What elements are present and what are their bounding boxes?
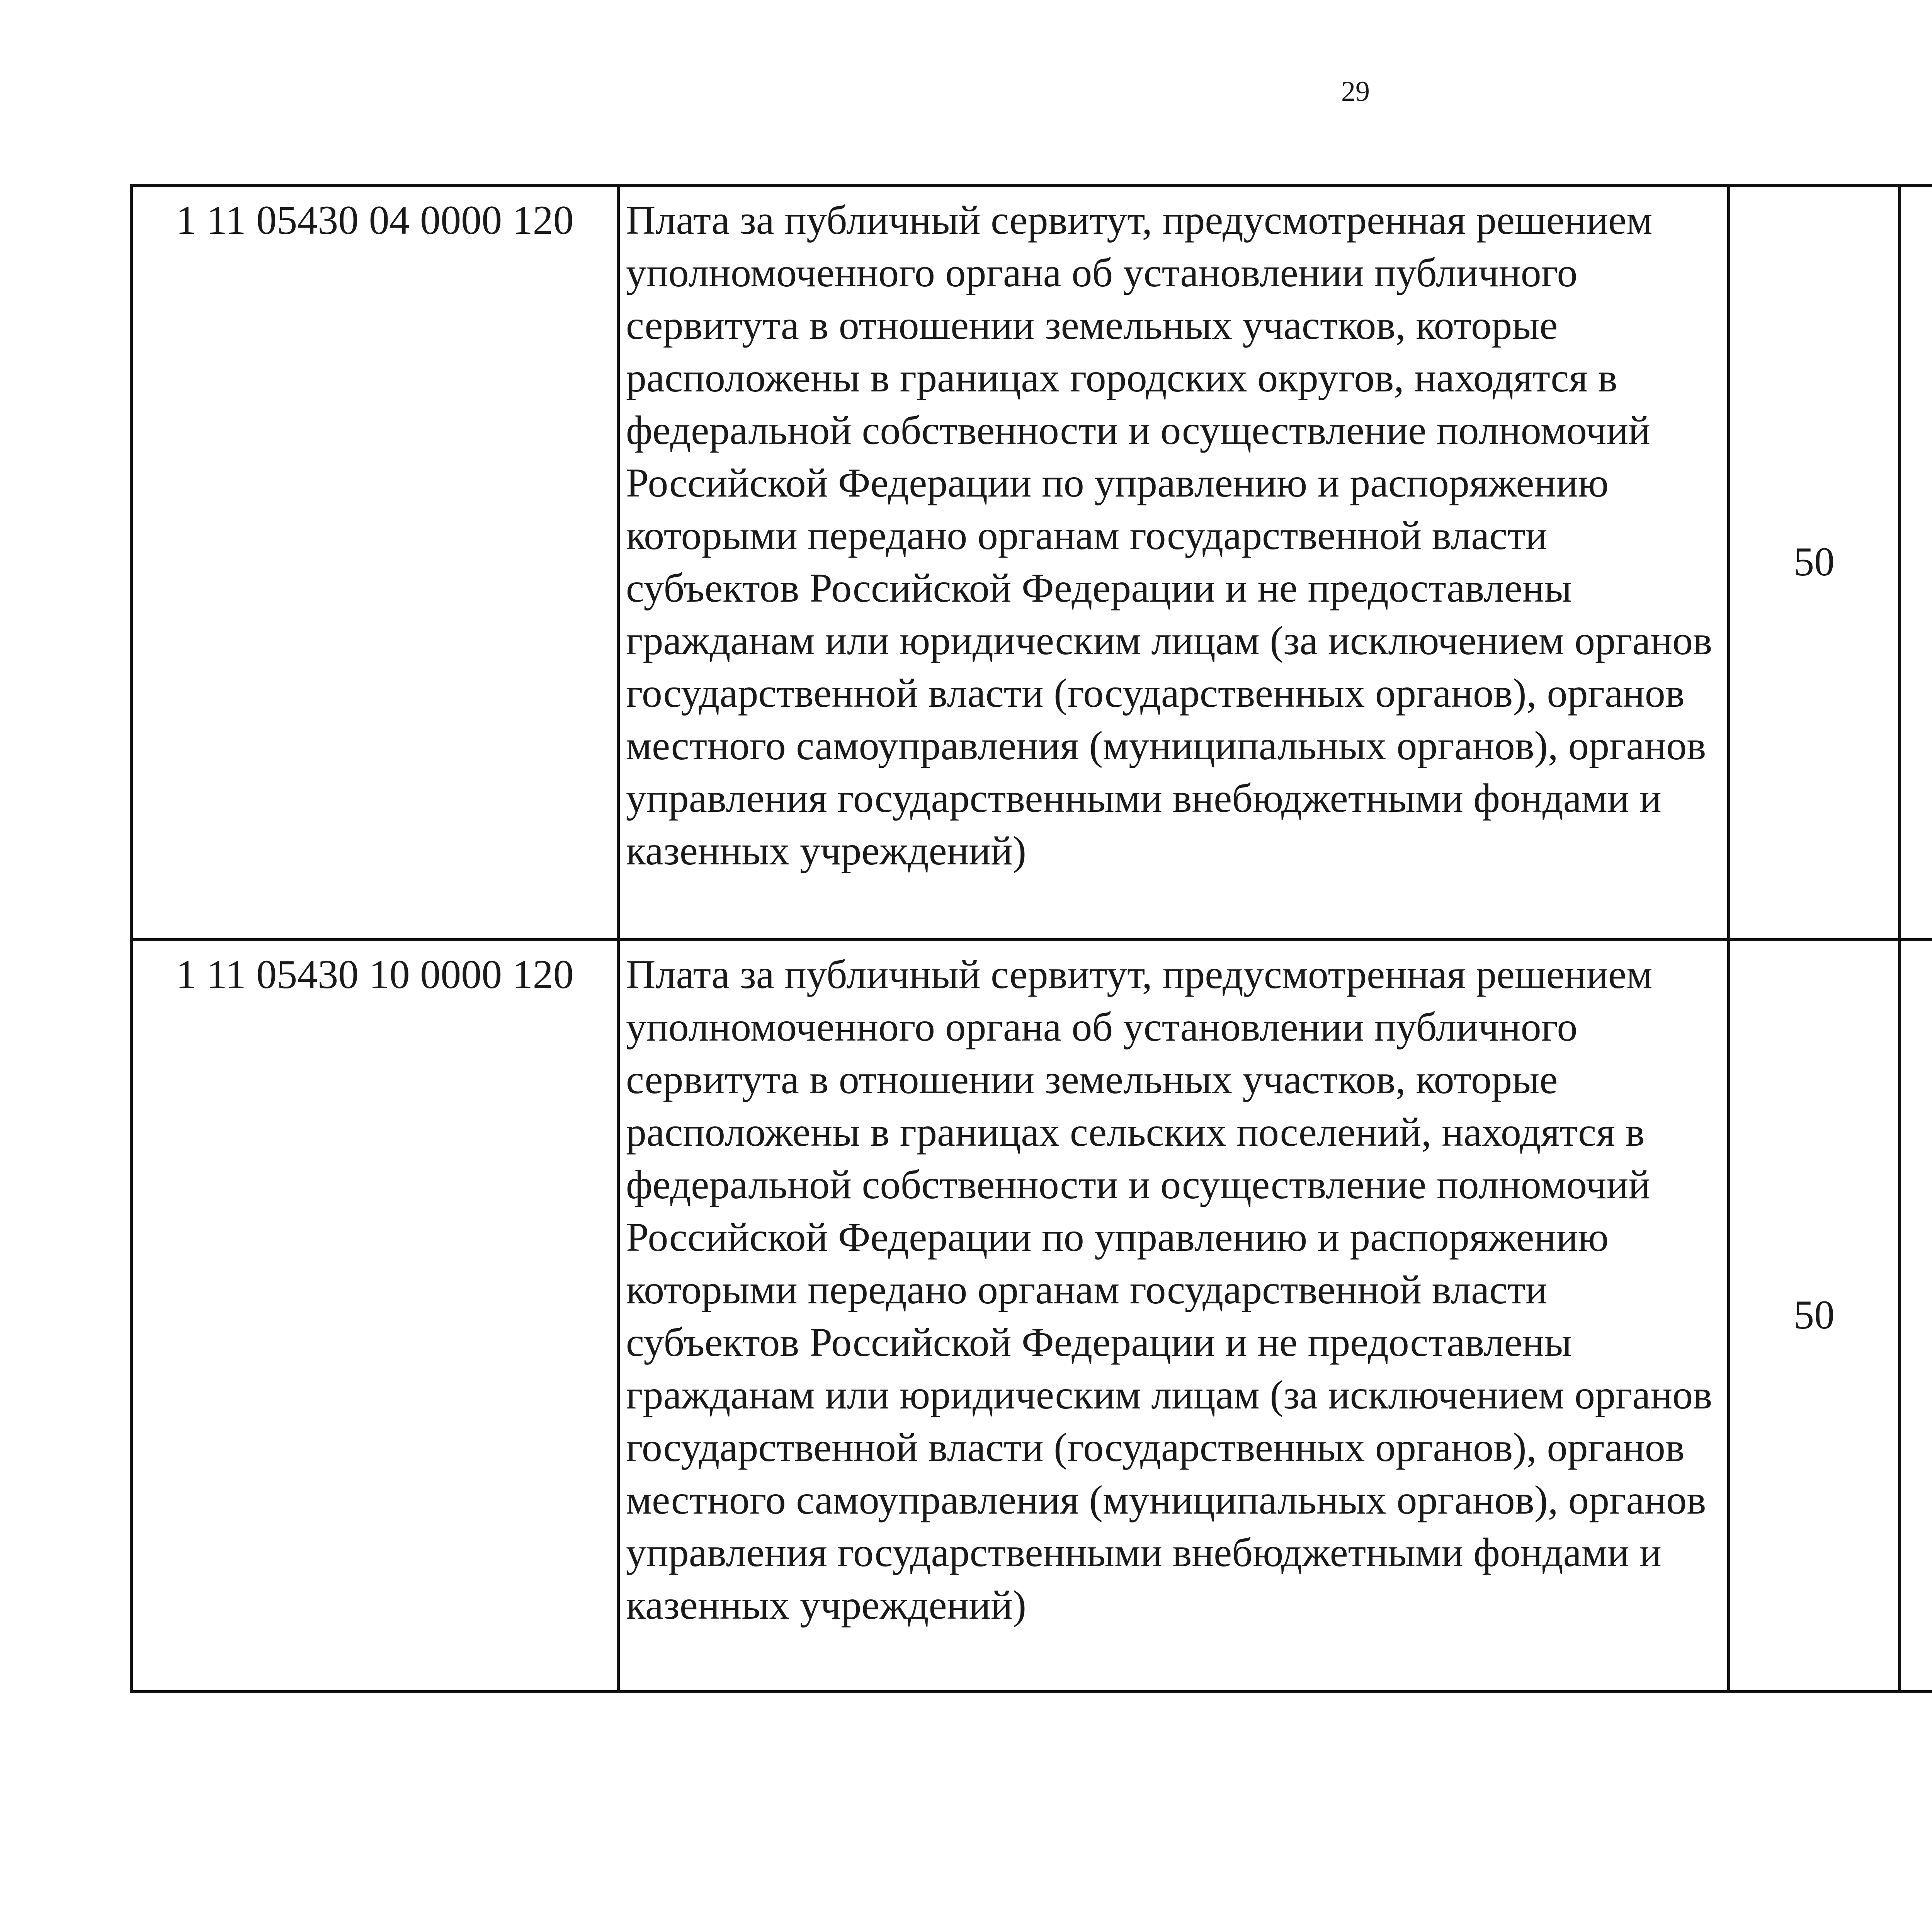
value-text: 50	[1794, 1292, 1835, 1337]
revenue-code-cell: 1 11 05430 04 0000 120	[131, 185, 618, 940]
page-number: 29	[1341, 76, 1370, 107]
table-row	[131, 185, 1932, 940]
table-row	[131, 940, 1932, 1692]
revenue-code-cell: 1 11 05430 10 0000 120	[131, 940, 618, 1692]
value-cell-1	[1729, 940, 1900, 1692]
value-text: 50	[1794, 539, 1835, 584]
value-cell-2	[1900, 940, 1932, 1692]
value-cell-1	[1729, 185, 1900, 940]
revenue-description-cell: Плата за публичный сервитут, предусмотренная решением уполномоченного органа об установлении публичного сервитута в отношении земельных участков, которые расположены в границах сельских поселений, находятся в федеральной собственности и осуществление полномочий Российской Федерации по управлению и распоряжению которыми передано органам государственной власти субъектов Российской Федерации и не предоставлены гражданам или юридическим лицам (за исключением органов государственной власти (государственных органов), органов местного самоуправления (муниципальных органов), органов управления государственными внебюджетными фондами и казенных учреждений)	[618, 940, 1729, 1692]
revenue-description-cell: Плата за публичный сервитут, предусмотренная решением уполномоченного органа об установлении публичного сервитута в отношении земельных участков, которые расположены в границах городских округов, находятся в федеральной собственности и осуществление полномочий Российской Федерации по управлению и распоряжению которыми передано органам государственной власти субъектов Российской Федерации и не предоставлены гражданам или юридическим лицам (за исключением органов государственной власти (государственных органов), органов местного самоуправления (муниципальных органов), органов управления государственными внебюджетными фондами и казенных учреждений)	[618, 185, 1729, 940]
value-cell-2	[1900, 185, 1932, 940]
budget-revenue-table	[130, 184, 1932, 1693]
